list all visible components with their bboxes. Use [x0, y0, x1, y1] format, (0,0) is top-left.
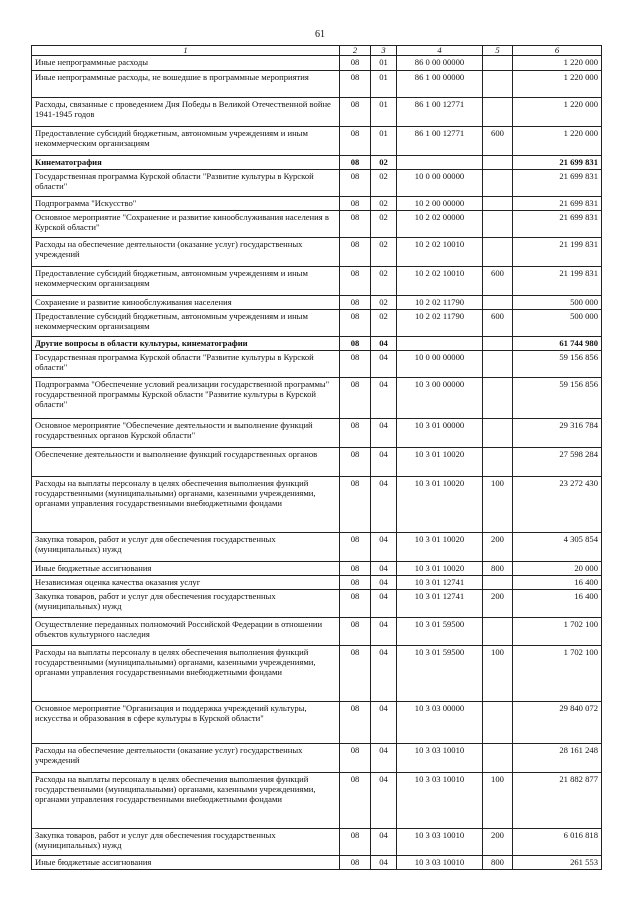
cell-amount: 21 882 877	[513, 773, 602, 829]
cell-amount: 1 702 100	[513, 646, 602, 702]
cell-amount: 500 000	[513, 296, 602, 310]
cell-expense-type	[483, 576, 513, 590]
cell-subsection: 01	[371, 56, 397, 71]
budget-table	[31, 45, 602, 870]
cell-name: Государственная программа Курской области "Развитие культуры в Курской области"	[32, 170, 340, 197]
cell-section: 08	[340, 310, 371, 337]
cell-target-code: 10 3 01 12741	[397, 576, 483, 590]
cell-name: Иные бюджетные ассигнования	[32, 562, 340, 576]
cell-target-code: 10 3 03 10010	[397, 744, 483, 773]
cell-amount: 1 220 000	[513, 71, 602, 98]
cell-subsection: 04	[371, 533, 397, 562]
cell-name: Предоставление субсидий бюджетным, автономным учреждениям и иным некоммерческим организациям	[32, 127, 340, 156]
table-row	[32, 448, 602, 477]
cell-section: 08	[340, 744, 371, 773]
cell-target-code: 10 3 01 10020	[397, 448, 483, 477]
cell-section: 08	[340, 419, 371, 448]
table-row	[32, 773, 602, 829]
cell-section: 08	[340, 238, 371, 267]
header-cell-subsection: 3	[371, 46, 397, 56]
cell-amount: 21 699 831	[513, 197, 602, 211]
table-row	[32, 419, 602, 448]
cell-amount: 1 220 000	[513, 127, 602, 156]
cell-section: 08	[340, 71, 371, 98]
table-row	[32, 562, 602, 576]
cell-expense-type: 800	[483, 562, 513, 576]
cell-target-code: 10 3 03 00000	[397, 702, 483, 744]
table-row	[32, 477, 602, 533]
cell-name: Государственная программа Курской области "Развитие культуры в Курской области"	[32, 351, 340, 378]
cell-expense-type	[483, 419, 513, 448]
cell-amount: 1 702 100	[513, 618, 602, 646]
table-row	[32, 351, 602, 378]
cell-target-code: 10 0 00 00000	[397, 170, 483, 197]
cell-name: Основное мероприятие "Обеспечение деятельности и выполнение функций государственных органов Курской области"	[32, 419, 340, 448]
cell-section: 08	[340, 773, 371, 829]
cell-expense-type	[483, 378, 513, 419]
cell-section: 08	[340, 296, 371, 310]
cell-subsection: 04	[371, 646, 397, 702]
header-cell-amount: 6	[513, 46, 602, 56]
cell-subsection: 04	[371, 562, 397, 576]
table-row	[32, 71, 602, 98]
table-row	[32, 310, 602, 337]
cell-amount: 6 016 818	[513, 829, 602, 856]
cell-amount: 29 840 072	[513, 702, 602, 744]
cell-name: Подпрограмма "Обеспечение условий реализации государственной программы" государственной программы Курской области "Развитие культуры в Курской области"	[32, 378, 340, 419]
table-row	[32, 856, 602, 870]
cell-subsection: 02	[371, 197, 397, 211]
cell-name: Расходы на обеспечение деятельности (оказание услуг) государственных учреждений	[32, 744, 340, 773]
cell-amount: 16 400	[513, 576, 602, 590]
cell-target-code: 86 0 00 00000	[397, 56, 483, 71]
cell-name: Расходы, связанные с проведением Дня Победы в Великой Отечественной войне 1941-1945 годов	[32, 98, 340, 127]
cell-expense-type	[483, 71, 513, 98]
table-row	[32, 98, 602, 127]
table-row	[32, 156, 602, 170]
cell-target-code: 10 3 01 59500	[397, 646, 483, 702]
table-header-row	[32, 46, 602, 56]
cell-target-code: 10 3 03 10010	[397, 773, 483, 829]
cell-expense-type	[483, 170, 513, 197]
cell-name: Кинематография	[32, 156, 340, 170]
cell-name: Осуществление переданных полномочий Российской Федерации в отношении объектов культурного наследия	[32, 618, 340, 646]
table-row	[32, 829, 602, 856]
cell-amount: 21 699 831	[513, 211, 602, 238]
cell-subsection: 01	[371, 71, 397, 98]
cell-target-code: 86 1 00 00000	[397, 71, 483, 98]
cell-target-code: 10 3 01 59500	[397, 618, 483, 646]
cell-subsection: 04	[371, 618, 397, 646]
cell-target-code: 10 3 01 10020	[397, 562, 483, 576]
cell-expense-type: 200	[483, 590, 513, 618]
cell-amount: 261 553	[513, 856, 602, 870]
cell-expense-type: 800	[483, 856, 513, 870]
cell-expense-type	[483, 448, 513, 477]
cell-subsection: 04	[371, 378, 397, 419]
cell-name: Предоставление субсидий бюджетным, автономным учреждениям и иным некоммерческим организациям	[32, 310, 340, 337]
table-row	[32, 197, 602, 211]
cell-target-code: 10 2 02 10010	[397, 267, 483, 296]
cell-target-code	[397, 337, 483, 351]
cell-subsection: 04	[371, 337, 397, 351]
cell-section: 08	[340, 829, 371, 856]
cell-expense-type	[483, 351, 513, 378]
cell-subsection: 04	[371, 351, 397, 378]
cell-target-code: 10 3 01 10020	[397, 533, 483, 562]
cell-subsection: 02	[371, 267, 397, 296]
header-cell-name: 1	[32, 46, 340, 56]
table-row	[32, 56, 602, 71]
cell-amount: 21 699 831	[513, 156, 602, 170]
cell-amount: 500 000	[513, 310, 602, 337]
cell-section: 08	[340, 576, 371, 590]
cell-section: 08	[340, 197, 371, 211]
table-row	[32, 127, 602, 156]
cell-amount: 61 744 980	[513, 337, 602, 351]
cell-target-code: 10 3 03 10010	[397, 856, 483, 870]
cell-name: Расходы на выплаты персоналу в целях обеспечения выполнения функций государственными (муниципальными) органами, казенными учреждениями, органами управления государственными внебюджетными фондами	[32, 477, 340, 533]
cell-name: Иные непрограммные расходы	[32, 56, 340, 71]
cell-subsection: 04	[371, 477, 397, 533]
cell-target-code: 10 3 01 00000	[397, 419, 483, 448]
header-cell-expense-type: 5	[483, 46, 513, 56]
page-number: 61	[315, 29, 325, 40]
cell-expense-type: 100	[483, 646, 513, 702]
cell-subsection: 04	[371, 744, 397, 773]
cell-name: Сохранение и развитие кинообслуживания населения	[32, 296, 340, 310]
cell-subsection: 01	[371, 127, 397, 156]
cell-section: 08	[340, 267, 371, 296]
cell-expense-type: 100	[483, 477, 513, 533]
cell-target-code: 86 1 00 12771	[397, 98, 483, 127]
cell-subsection: 02	[371, 310, 397, 337]
cell-name: Закупка товаров, работ и услуг для обеспечения государственных (муниципальных) нужд	[32, 829, 340, 856]
cell-expense-type: 200	[483, 533, 513, 562]
cell-expense-type: 200	[483, 829, 513, 856]
cell-target-code: 10 2 02 00000	[397, 211, 483, 238]
cell-amount: 21 199 831	[513, 267, 602, 296]
cell-target-code: 10 2 02 11790	[397, 310, 483, 337]
cell-expense-type	[483, 211, 513, 238]
table-row	[32, 702, 602, 744]
cell-section: 08	[340, 533, 371, 562]
cell-name: Обеспечение деятельности и выполнение функций государственных органов	[32, 448, 340, 477]
table-row	[32, 533, 602, 562]
cell-section: 08	[340, 477, 371, 533]
cell-expense-type	[483, 197, 513, 211]
table-row	[32, 170, 602, 197]
table-row	[32, 238, 602, 267]
cell-expense-type	[483, 98, 513, 127]
table-row	[32, 618, 602, 646]
cell-expense-type	[483, 744, 513, 773]
cell-subsection: 04	[371, 773, 397, 829]
budget-table-body	[32, 46, 602, 870]
cell-section: 08	[340, 98, 371, 127]
cell-name: Независимая оценка качества оказания услуг	[32, 576, 340, 590]
cell-subsection: 02	[371, 211, 397, 238]
cell-expense-type	[483, 56, 513, 71]
cell-target-code: 10 3 01 12741	[397, 590, 483, 618]
cell-section: 08	[340, 211, 371, 238]
cell-target-code: 10 2 02 11790	[397, 296, 483, 310]
cell-name: Подпрограмма "Искусство"	[32, 197, 340, 211]
table-row	[32, 590, 602, 618]
cell-expense-type	[483, 296, 513, 310]
table-row	[32, 576, 602, 590]
cell-expense-type	[483, 238, 513, 267]
cell-amount: 59 156 856	[513, 351, 602, 378]
cell-amount: 59 156 856	[513, 378, 602, 419]
cell-subsection: 04	[371, 448, 397, 477]
cell-expense-type	[483, 702, 513, 744]
table-row	[32, 646, 602, 702]
cell-target-code: 10 3 03 10010	[397, 829, 483, 856]
cell-name: Закупка товаров, работ и услуг для обеспечения государственных (муниципальных) нужд	[32, 533, 340, 562]
cell-name: Расходы на обеспечение деятельности (оказание услуг) государственных учреждений	[32, 238, 340, 267]
cell-subsection: 04	[371, 829, 397, 856]
cell-amount: 4 305 854	[513, 533, 602, 562]
cell-subsection: 04	[371, 856, 397, 870]
cell-target-code: 10 3 00 00000	[397, 378, 483, 419]
cell-section: 08	[340, 127, 371, 156]
cell-expense-type: 600	[483, 310, 513, 337]
cell-section: 08	[340, 378, 371, 419]
cell-section: 08	[340, 856, 371, 870]
cell-amount: 29 316 784	[513, 419, 602, 448]
cell-name: Иные бюджетные ассигнования	[32, 856, 340, 870]
cell-subsection: 04	[371, 702, 397, 744]
cell-target-code: 86 1 00 12771	[397, 127, 483, 156]
header-cell-target-code: 4	[397, 46, 483, 56]
cell-target-code: 10 0 00 00000	[397, 351, 483, 378]
cell-name: Закупка товаров, работ и услуг для обеспечения государственных (муниципальных) нужд	[32, 590, 340, 618]
cell-expense-type	[483, 156, 513, 170]
header-cell-section: 2	[340, 46, 371, 56]
cell-amount: 16 400	[513, 590, 602, 618]
cell-section: 08	[340, 562, 371, 576]
table-row	[32, 296, 602, 310]
table-row	[32, 267, 602, 296]
cell-section: 08	[340, 590, 371, 618]
cell-name: Расходы на выплаты персоналу в целях обеспечения выполнения функций государственными (муниципальными) органами, казенными учреждениями, органами управления государственными внебюджетными фондами	[32, 646, 340, 702]
cell-expense-type: 600	[483, 267, 513, 296]
cell-amount: 23 272 430	[513, 477, 602, 533]
cell-name: Иные непрограммные расходы, не вошедшие в программные мероприятия	[32, 71, 340, 98]
cell-section: 08	[340, 56, 371, 71]
table-row	[32, 378, 602, 419]
table-row	[32, 337, 602, 351]
cell-amount: 28 161 248	[513, 744, 602, 773]
cell-expense-type: 100	[483, 773, 513, 829]
cell-amount: 21 699 831	[513, 170, 602, 197]
cell-name: Расходы на выплаты персоналу в целях обеспечения выполнения функций государственными (муниципальными) органами, казенными учреждениями, органами управления государственными внебюджетными фондами	[32, 773, 340, 829]
cell-subsection: 04	[371, 576, 397, 590]
cell-expense-type	[483, 618, 513, 646]
cell-amount: 1 220 000	[513, 56, 602, 71]
cell-subsection: 01	[371, 98, 397, 127]
cell-section: 08	[340, 702, 371, 744]
cell-target-code: 10 2 00 00000	[397, 197, 483, 211]
cell-expense-type	[483, 337, 513, 351]
cell-name: Основное мероприятие "Организация и поддержка учреждений культуры, искусства и образования в сфере культуры в Курской области"	[32, 702, 340, 744]
cell-target-code: 10 2 02 10010	[397, 238, 483, 267]
cell-amount: 27 598 284	[513, 448, 602, 477]
cell-subsection: 04	[371, 590, 397, 618]
table-row	[32, 211, 602, 238]
cell-expense-type: 600	[483, 127, 513, 156]
table-row	[32, 744, 602, 773]
cell-section: 08	[340, 618, 371, 646]
cell-subsection: 04	[371, 419, 397, 448]
cell-amount: 21 199 831	[513, 238, 602, 267]
cell-target-code: 10 3 01 10020	[397, 477, 483, 533]
cell-name: Другие вопросы в области культуры, кинематографии	[32, 337, 340, 351]
cell-subsection: 02	[371, 296, 397, 310]
cell-section: 08	[340, 448, 371, 477]
cell-section: 08	[340, 646, 371, 702]
cell-amount: 20 000	[513, 562, 602, 576]
cell-target-code	[397, 156, 483, 170]
cell-section: 08	[340, 170, 371, 197]
cell-subsection: 02	[371, 238, 397, 267]
cell-subsection: 02	[371, 156, 397, 170]
cell-subsection: 02	[371, 170, 397, 197]
cell-section: 08	[340, 351, 371, 378]
cell-section: 08	[340, 156, 371, 170]
cell-section: 08	[340, 337, 371, 351]
cell-amount: 1 220 000	[513, 98, 602, 127]
cell-name: Основное мероприятие "Сохранение и развитие кинообслуживания населения в Курской области"	[32, 211, 340, 238]
cell-name: Предоставление субсидий бюджетным, автономным учреждениям и иным некоммерческим организациям	[32, 267, 340, 296]
